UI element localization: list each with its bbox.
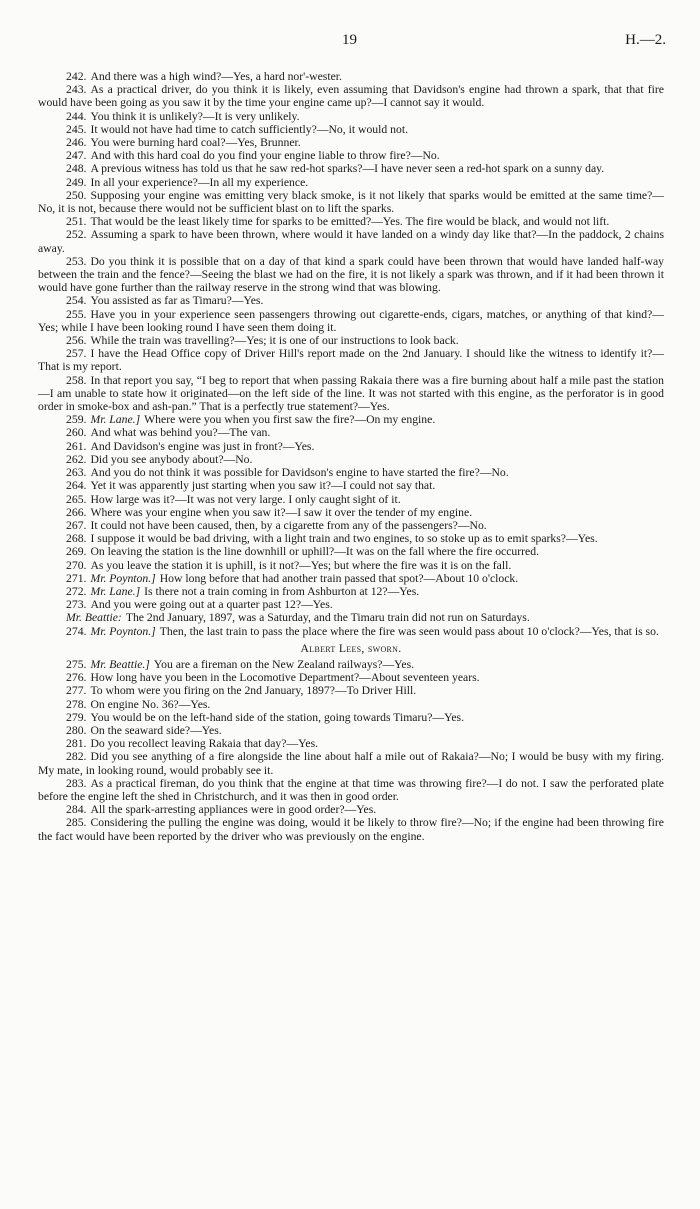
question-number: 266. (66, 505, 87, 519)
testimony-text: As you leave the station it is uphill, is it not?—Yes; but where the fire was it is on the fall. (90, 558, 512, 572)
question-number: 262. (66, 452, 87, 466)
testimony-text: As a practical fireman, do you think that the engine at that time was throwing fire?—I do not. I saw the perforated plate before the engine left the shed in Christchurch, and it was then in good order. (38, 776, 664, 803)
testimony-paragraph (38, 162, 664, 175)
question-number: 264. (66, 479, 87, 493)
speaker-name: Mr. Poynton.] (90, 624, 156, 638)
testimony-text: I suppose it would be bad driving, with a light train and two engines, to so stoke up as to emit sparks?—Yes. (90, 532, 598, 546)
testimony-text: And Davidson's engine was just in front?—Yes. (90, 439, 315, 453)
testimony-paragraph (38, 532, 664, 545)
question-number: 268. (66, 532, 87, 546)
testimony-paragraph (38, 215, 664, 228)
testimony-text: Yet it was apparently just starting when you saw it?—I could not say that. (90, 479, 436, 493)
question-number: 274. (66, 624, 87, 638)
testimony-text: Did you see anything of a fire alongside the line about half a mile out of Rakaia?—No; I would be busy with my firing. My mate, in looking round, would probably see it. (38, 750, 664, 777)
question-number: 256. (66, 334, 87, 348)
testimony-paragraph (38, 123, 664, 136)
testimony-paragraph (38, 255, 664, 295)
testimony-text: In that report you say, “I beg to report that when passing Rakaia there was a fire burning about half a mile past the station—I am unable to state how it originated—on the left side of the line. It was not started with this engine, as the perforator is in good order in smoke-box and ash-pan.” That is a perfectly true statement?—Yes. (38, 373, 664, 414)
testimony-text: Did you see anybody about?—No. (90, 452, 253, 466)
question-number: 283. (66, 776, 87, 790)
question-number: 255. (66, 307, 87, 321)
testimony-paragraph (38, 110, 664, 123)
testimony-paragraph (38, 466, 664, 479)
testimony-text: A previous witness has told us that he saw red-hot sparks?—I have never seen a red-hot spark on a sunny day. (90, 162, 605, 176)
question-number: 273. (66, 598, 87, 612)
testimony-text: It could not have been caused, then, by a cigarette from any of the passengers?—No. (90, 518, 487, 532)
question-number: 261. (66, 439, 87, 453)
testimony-text: Is there not a train coming in from Ashburton at 12?—Yes. (144, 584, 420, 598)
testimony-paragraph (38, 625, 664, 638)
testimony-text: All the spark-arresting appliances were in good order?—Yes. (90, 803, 377, 817)
testimony-text: Where was your engine when you saw it?—I saw it over the tender of my engine. (90, 505, 473, 519)
question-number: 285. (66, 816, 87, 830)
speaker-name: Mr. Lane.] (90, 413, 141, 427)
testimony-paragraph (38, 83, 664, 109)
question-number: 267. (66, 518, 87, 532)
question-number: 257. (66, 347, 87, 361)
testimony-text: You assisted as far as Timaru?—Yes. (90, 294, 264, 308)
testimony-text: On engine No. 36?—Yes. (90, 697, 211, 711)
question-number: 252. (66, 228, 87, 242)
testimony-paragraph (38, 493, 664, 506)
testimony-paragraph (38, 737, 664, 750)
speaker-name: Mr. Beattie: (66, 611, 122, 625)
testimony-paragraph (38, 426, 664, 439)
question-number: 281. (66, 737, 87, 751)
testimony-paragraph (38, 479, 664, 492)
testimony-text: And there was a high wind?—Yes, a hard nor'-wester. (90, 70, 342, 83)
testimony-paragraph (38, 413, 664, 426)
testimony-text: It would not have had time to catch sufficiently?—No, it would not. (90, 122, 409, 136)
testimony-text: You are a fireman on the New Zealand railways?—Yes. (153, 657, 415, 671)
testimony-paragraph (38, 698, 664, 711)
testimony-text: And you do not think it was possible for Davidson's engine to have started the fire?—No. (90, 466, 509, 480)
testimony-text: Have you in your experience seen passengers throwing out cigarette-ends, cigars, matches, or anything of that kind?—Yes; while I have been looking round I have seen them doing it. (38, 307, 664, 334)
question-number: 284. (66, 803, 87, 817)
testimony-text: And what was behind you?—The van. (90, 426, 271, 440)
testimony-paragraph (38, 803, 664, 816)
testimony-paragraph (38, 545, 664, 558)
witness-heading: Albert Lees, sworn. (300, 641, 402, 655)
testimony-text: How long before that had another train passed that spot?—About 10 o'clock. (159, 571, 519, 585)
question-number: 243. (66, 83, 87, 97)
testimony-text: On the seaward side?—Yes. (90, 723, 222, 737)
question-number: 242. (66, 70, 87, 83)
testimony-paragraph (38, 598, 664, 611)
testimony-text: As a practical driver, do you think it is likely, even assuming that Davidson's engine had thrown a spark, that that fire would have been going as you saw it by the time your engine came up?—I cannot say it would. (38, 83, 664, 110)
question-number: 278. (66, 697, 87, 711)
question-number: 275. (66, 657, 87, 671)
testimony-paragraph (38, 816, 664, 842)
testimony-text: That would be the least likely time for sparks to be emitted?—Yes. The fire would be black, and would not lift. (90, 215, 610, 229)
testimony-text: Supposing your engine was emitting very black smoke, is it not likely that sparks would be emitted at the same time?—No, it is not, because there would not be sufficient blast on to lift the sparks. (38, 188, 664, 216)
testimony-text: The 2nd January, 1897, was a Saturday, and the Timaru train did not run on Saturdays. (125, 611, 530, 625)
testimony-paragraph (38, 176, 664, 189)
question-number: 253. (66, 254, 87, 268)
question-number: 265. (66, 492, 87, 506)
question-number: 269. (66, 545, 87, 559)
speaker-name: Mr. Lane.] (90, 584, 141, 598)
testimony-paragraph (38, 671, 664, 684)
testimony-paragraph (38, 294, 664, 307)
testimony-text: You were burning hard coal?—Yes, Brunner. (90, 136, 301, 150)
testimony-paragraph (38, 611, 664, 624)
question-number: 245. (66, 122, 87, 136)
testimony-paragraph (38, 724, 664, 737)
question-number: 282. (66, 750, 87, 764)
testimony-paragraph (38, 374, 664, 414)
question-number: 248. (66, 162, 87, 176)
testimony-paragraph (38, 711, 664, 724)
testimony-paragraph (38, 136, 664, 149)
testimony-paragraph (38, 149, 664, 162)
testimony-paragraph (38, 334, 664, 347)
question-number: 263. (66, 466, 87, 480)
testimony-text: Considering the pulling the engine was doing, would it be likely to throw fire?—No; if the engine had been throwing fire the fact would have been reported by the driver who was previously on the engine. (38, 816, 664, 843)
page-header (0, 32, 700, 52)
question-number: 254. (66, 294, 87, 308)
testimony-text: You think it is unlikely?—It is very unlikely. (90, 109, 300, 123)
testimony-paragraph (38, 70, 664, 83)
question-number: 279. (66, 710, 87, 724)
testimony-paragraph (38, 440, 664, 453)
testimony-paragraph (38, 777, 664, 803)
testimony-paragraph (38, 684, 664, 697)
testimony-text: On leaving the station is the line downhill or uphill?—It was on the fall where the fire occurred. (90, 545, 539, 559)
testimony-text: To whom were you firing on the 2nd January, 1897?—To Driver Hill. (90, 684, 417, 698)
testimony-text: And with this hard coal do you find your engine liable to throw fire?—No. (90, 149, 440, 163)
testimony-text: In all your experience?—In all my experience. (90, 175, 309, 189)
testimony-text: You would be on the left-hand side of the station, going towards Timaru?—Yes. (90, 710, 465, 724)
question-number: 260. (66, 426, 87, 440)
question-number: 259. (66, 413, 87, 427)
testimony-paragraph (38, 750, 664, 776)
question-number: 244. (66, 109, 87, 123)
question-number: 247. (66, 149, 87, 163)
testimony-text: Where were you when you first saw the fire?—On my engine. (144, 413, 436, 427)
page-number: 19 (342, 32, 357, 48)
document-reference: H.—2. (625, 32, 666, 48)
testimony-paragraph (38, 658, 664, 671)
testimony-text: How long have you been in the Locomotive Department?—About seventeen years. (90, 671, 480, 685)
testimony-text: Then, the last train to pass the place where the fire was seen would pass about 10 o'clock?—Yes, that is so. (159, 624, 659, 638)
testimony-text: Do you recollect leaving Rakaia that day?—Yes. (90, 737, 319, 751)
testimony-text: While the train was travelling?—Yes; it is one of our instructions to look back. (90, 334, 459, 348)
testimony-paragraph (38, 506, 664, 519)
testimony-paragraph (38, 453, 664, 466)
speaker-name: Mr. Beattie.] (90, 657, 150, 671)
testimony-text: Do you think it is possible that on a day of that kind a spark could have been thrown that would have landed half-way between the train and the fence?—Seeing the blast we had on the fire, it is not likely a spark was thrown, and if it had been thrown it would have gone further than the railway reserve in the strong wind that was blowing. (38, 254, 664, 295)
testimony-text: I have the Head Office copy of Driver Hill's report made on the 2nd January. I should like the witness to identify it?—That is my report. (38, 347, 664, 374)
testimony-paragraph (38, 572, 664, 585)
question-number: 246. (66, 136, 87, 150)
page-body (38, 70, 664, 843)
question-number: 270. (66, 558, 87, 572)
testimony-text: And you were going out at a quarter past 12?—Yes. (90, 598, 333, 612)
question-number: 277. (66, 684, 87, 698)
speaker-name: Mr. Poynton.] (90, 571, 156, 585)
testimony-paragraph (38, 347, 664, 373)
question-number: 249. (66, 175, 87, 189)
testimony-paragraph (38, 308, 664, 334)
question-number: 271. (66, 571, 87, 585)
question-number: 251. (66, 215, 87, 229)
question-number: 272. (66, 584, 87, 598)
question-number: 250. (66, 188, 87, 202)
question-number: 276. (66, 671, 87, 685)
testimony-paragraph (38, 559, 664, 572)
testimony-paragraph (38, 585, 664, 598)
testimony-paragraph (38, 228, 664, 254)
question-number: 280. (66, 723, 87, 737)
question-number: 258. (66, 373, 87, 387)
testimony-paragraph (38, 189, 664, 215)
testimony-paragraph (38, 519, 664, 532)
testimony-text: Assuming a spark to have been thrown, where would it have landed on a windy day like that?—In the paddock, 2 chains away. (38, 228, 664, 255)
testimony-text: How large was it?—It was not very large. I only caught sight of it. (90, 492, 401, 506)
